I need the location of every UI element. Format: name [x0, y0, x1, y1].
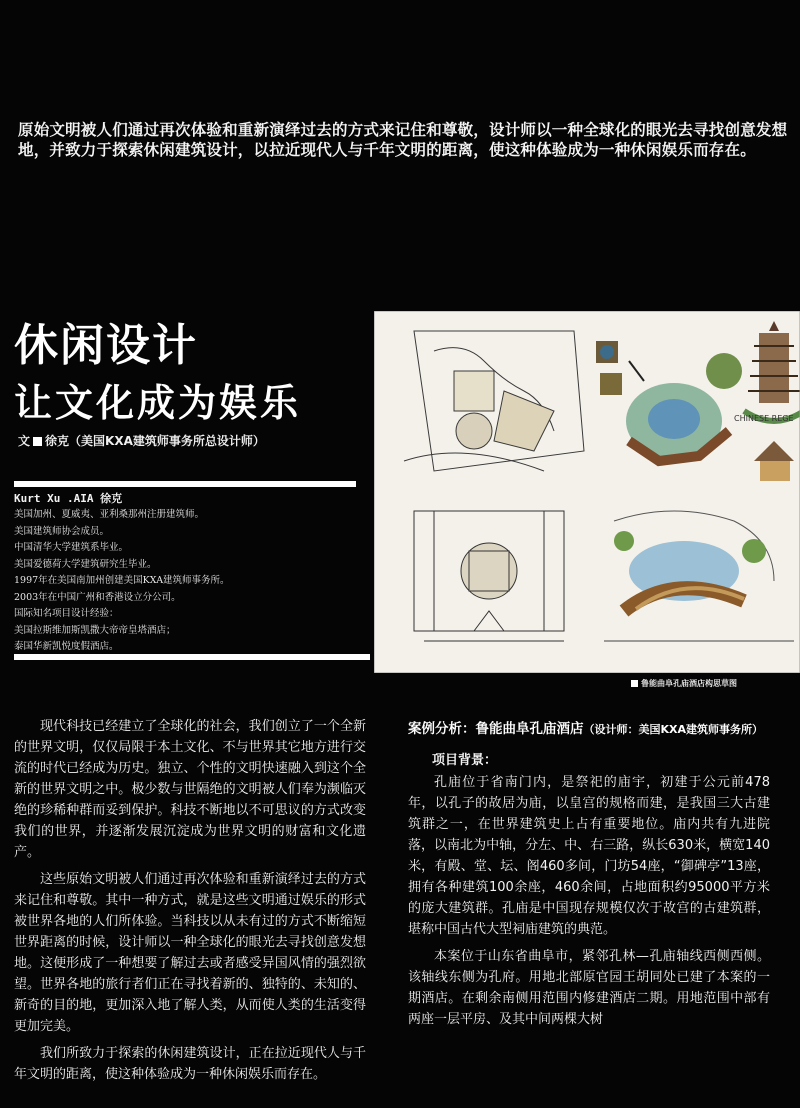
body-paragraph: 我们所致力于探索的休闲建筑设计，正在拉近现代人与千年文明的距离，使这种体验成为一种休闲娱乐而存在。 — [14, 1046, 366, 1082]
bio-line: 美国加州、夏威夷、亚利桑那州注册建筑师。 — [14, 509, 205, 520]
case-title — [408, 720, 770, 739]
case-title-text: 案例分析：鲁能曲阜孔庙酒店 — [408, 721, 584, 737]
body-paragraph: 本案位于山东省曲阜市，紧邻孔林—孔庙轴线西侧西侧。该轴线东侧为孔府。用地北部原官园王胡同处已建了本案的一期酒店。在剩余南侧用范围内修建酒店二期。用地范围中部有两座一层平房、及其中间两棵大树 — [408, 949, 770, 1027]
bio-line: 美国拉斯维加斯凯撒大帝帝皇塔酒店； — [14, 624, 176, 636]
bio-line: 美国建筑师协会成员。 — [14, 525, 110, 537]
square-bullet-icon — [33, 437, 42, 446]
bio-line: 1997年在美国南加州创建美国KXA建筑师事务所。 — [14, 575, 230, 586]
right-column — [408, 720, 770, 1036]
square-bullet-icon — [631, 680, 638, 687]
byline-prefix: 文 — [18, 434, 31, 448]
body-paragraph: 这些原始文明被人们通过再次体验和重新演绎过去的方式来记住和尊敬。其中一种方式，就是这些文明通过娱乐的形式被世界各地的人们所体验。当科技以从未有过的方式不断缩短世界距离的时候，设计师以一种全球化的眼光去寻找创意发想地。这便形成了一种想要了解过去或者感受异国风情的强烈欲望。世界各地的旅行者们正在寻找着新的、独特的、未知的、新奇的目的地，更加深入地了解人类，从而使人类的生活变得更加完美。 — [14, 872, 366, 1034]
article-title: 休闲设计 — [14, 320, 198, 371]
bio-list — [14, 507, 354, 656]
caption-text: 鲁能曲阜孔庙酒店构思草图 — [641, 679, 737, 688]
bio-line: 美国爱德荷大学建筑研究生毕业。 — [14, 558, 157, 570]
left-column — [14, 716, 366, 1091]
figure-caption — [631, 678, 737, 689]
article-subtitle: 让文化成为娱乐 — [14, 381, 302, 425]
divider-bottom — [14, 654, 370, 660]
bio-line: 泰国华新凯悦度假酒店。 — [14, 641, 119, 652]
case-designer: （设计师：美国KXA建筑师事务所） — [583, 723, 764, 736]
concept-sketch-drawing — [374, 311, 800, 673]
byline-author: 徐克（美国KXA建筑师事务所总设计师） — [45, 434, 265, 448]
divider-top — [14, 481, 356, 487]
sketch-label: CHINESE REGE — [734, 414, 794, 423]
section-heading: 项目背景： — [432, 753, 498, 768]
intro-paragraph: 原始文明被人们通过再次体验和重新演绎过去的方式来记住和尊敬，设计师以一种全球化的眼光去寻找创意发想地，并致力于探索休闲建筑设计，以拉近现代人与千年文明的距离，使这种体验成为一种休闲娱乐而存在。 — [18, 121, 788, 159]
bio-line: 2003年在中国广州和香港设立分公司。 — [14, 591, 181, 603]
body-paragraph: 现代科技已经建立了全球化的社会，我们创立了一个全新的世界文明，仅仅局限于本土文化、不与世界其它地方进行交流的时代已经成为历史。独立、个性的文明快速融入到这个全新的世界文明之中。极少数与世隔绝的文明被人们奉为濒临灭绝的珍稀种群而妥到保护。科技不断地以不可思议的方式改变我们的世界，并逐渐发展沉淀成为世界文明的财富和文化遗产。 — [14, 719, 366, 860]
concept-sketch-image — [374, 311, 800, 673]
bio-line: 中国清华大学建筑系毕业。 — [14, 542, 129, 553]
bio-line: 国际知名项目设计经验： — [14, 608, 119, 619]
body-paragraph: 孔庙位于省南门内，是祭祀的庙宇，初建于公元前478年，以孔子的故居为庙，以皇宫的规格而建，是我国三大古建筑群之一，在世界建筑史上占有重要地位。庙内共有九进院落，以南北为中轴，分左、中、右三路，纵长630米，横宽140米，有殿、堂、坛、阁460多间，门坊54座，“御碑亭”13座，拥有各种建筑100余座，460余间，占地面积约95000平方米的庞大建筑群。孔庙是中国现存规模仅次于故宫的古建筑群，堪称中国古代大型祠庙建筑的典范。 — [408, 775, 770, 937]
byline — [18, 432, 265, 449]
bio-name: Kurt Xu .AIA 徐克 — [14, 492, 123, 505]
